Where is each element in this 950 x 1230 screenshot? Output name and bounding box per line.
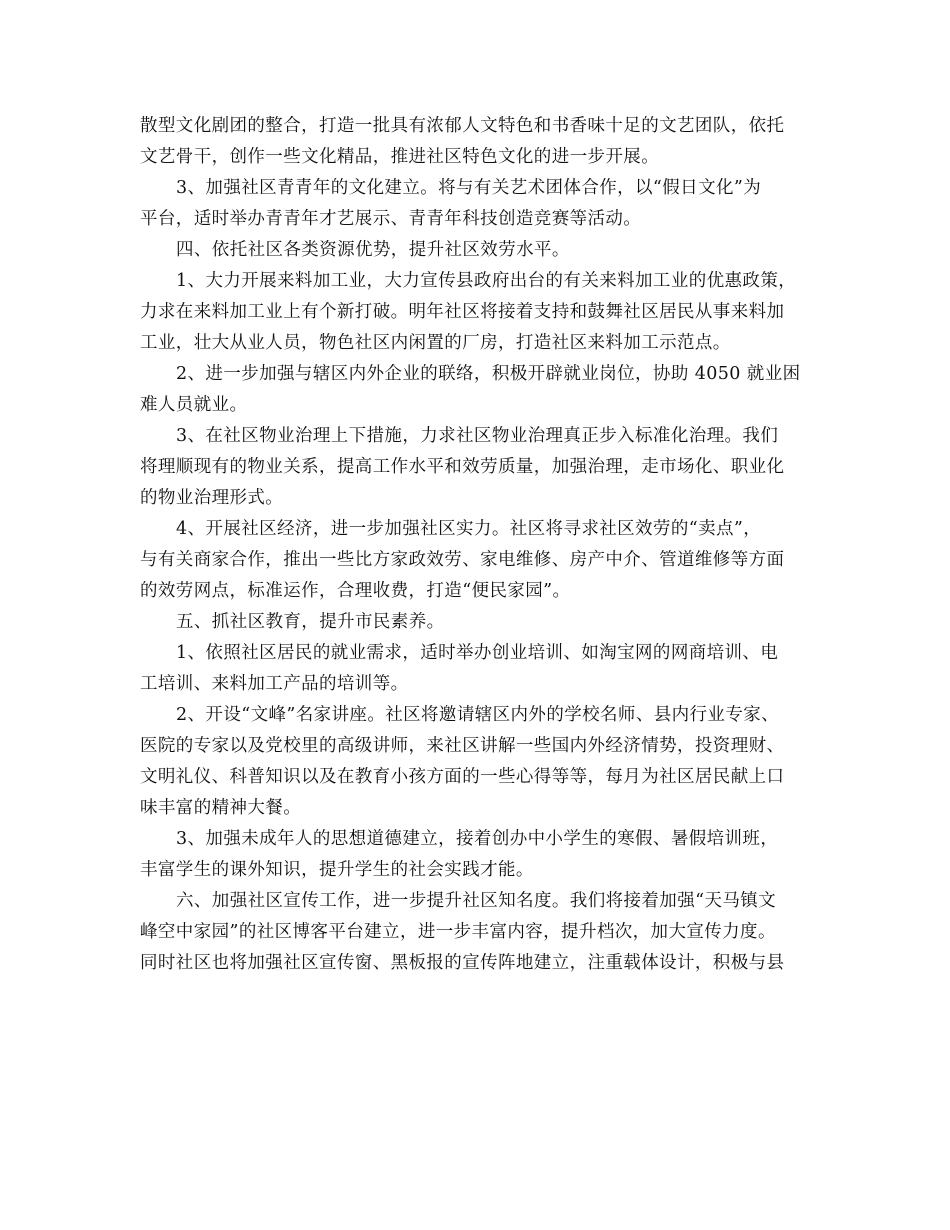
text-line: 味丰富的精神大餐。 [140, 798, 302, 818]
text-line: 平台，适时举办青青年才艺展示、青青年科技创造竞赛等活动。 [140, 209, 642, 229]
text-line: 3、在社区物业治理上下措施，力求社区物业治理真正步入标准化治理。我们 [176, 426, 779, 446]
text-line: 与有关商家合作，推出一些比方家政效劳、家电维修、房产中介、管道维修等方面 [140, 550, 785, 570]
text-line: 1、大力开展来料加工业，大力宣传县政府出台的有关来料加工业的优惠政策， [176, 271, 797, 291]
text-line: 2、开设“文峰”名家讲座。社区将邀请辖区内外的学校名师、县内行业专家、 [176, 705, 780, 725]
text-line: 丰富学生的课外知识，提升学生的社会实践才能。 [140, 860, 534, 880]
section-heading: 五、抓社区教育，提升市民素养。 [176, 612, 445, 632]
text-line: 散型文化剧团的整合，打造一批具有浓郁人文特色和书香味十足的文艺团队，依托 [140, 116, 785, 136]
section-heading: 六、加强社区宣传工作，进一步提升社区知名度。我们将接着加强“天马镇文 [176, 891, 777, 911]
document-body [140, 111, 820, 979]
text-line: 工业，壮大从业人员，物色社区内闲置的厂房，打造社区来料加工示范点。 [140, 333, 731, 353]
text-line: 3、加强未成年人的思想道德建立，接着创办中小学生的寒假、暑假培训班， [176, 829, 779, 849]
text-line: 文艺骨干，创作一些文化精品，推进社区特色文化的进一步开展。 [140, 147, 660, 167]
text-line: 文明礼仪、科普知识以及在教育小孩方面的一些心得等等，每月为社区居民献上口 [140, 767, 785, 787]
text-line: 将理顺现有的物业关系，提高工作水平和效劳质量，加强治理，走市场化、职业化 [140, 457, 785, 477]
text-line: 3、加强社区青青年的文化建立。将与有关艺术团体合作，以“假日文化”为 [176, 178, 762, 198]
text-line: 1、依照社区居民的就业需求，适时举办创业培训、如淘宝网的网商培训、电 [176, 643, 779, 663]
text-line: 4、开展社区经济，进一步加强社区实力。社区将寻求社区效劳的“卖点”， [176, 519, 762, 539]
text-line: 难人员就业。 [140, 395, 248, 415]
text-line: 力求在来料加工业上有个新打破。明年社区将接着支持和鼓舞社区居民从事来料加 [140, 302, 785, 322]
text-line: 同时社区也将加强社区宣传窗、黑板报的宣传阵地建立，注重载体设计，积极与县 [140, 953, 785, 973]
section-heading: 四、依托社区各类资源优势，提升社区效劳水平。 [176, 240, 570, 260]
text-line: 的效劳网点，标准运作，合理收费，打造“便民家园”。 [140, 581, 571, 601]
text-line: 医院的专家以及党校里的高级讲师，来社区讲解一些国内外经济情势，投资理财、 [140, 736, 785, 756]
text-line: 峰空中家园”的社区博客平台建立，进一步丰富内容，提升档次，加大宣传力度。 [140, 922, 776, 942]
text-line: 工培训、来料加工产品的培训等。 [140, 674, 409, 694]
text-line: 的物业治理形式。 [140, 488, 284, 508]
text-line: 2、进一步加强与辖区内外企业的联络，积极开辟就业岗位，协助 4050 就业困 [176, 364, 801, 384]
